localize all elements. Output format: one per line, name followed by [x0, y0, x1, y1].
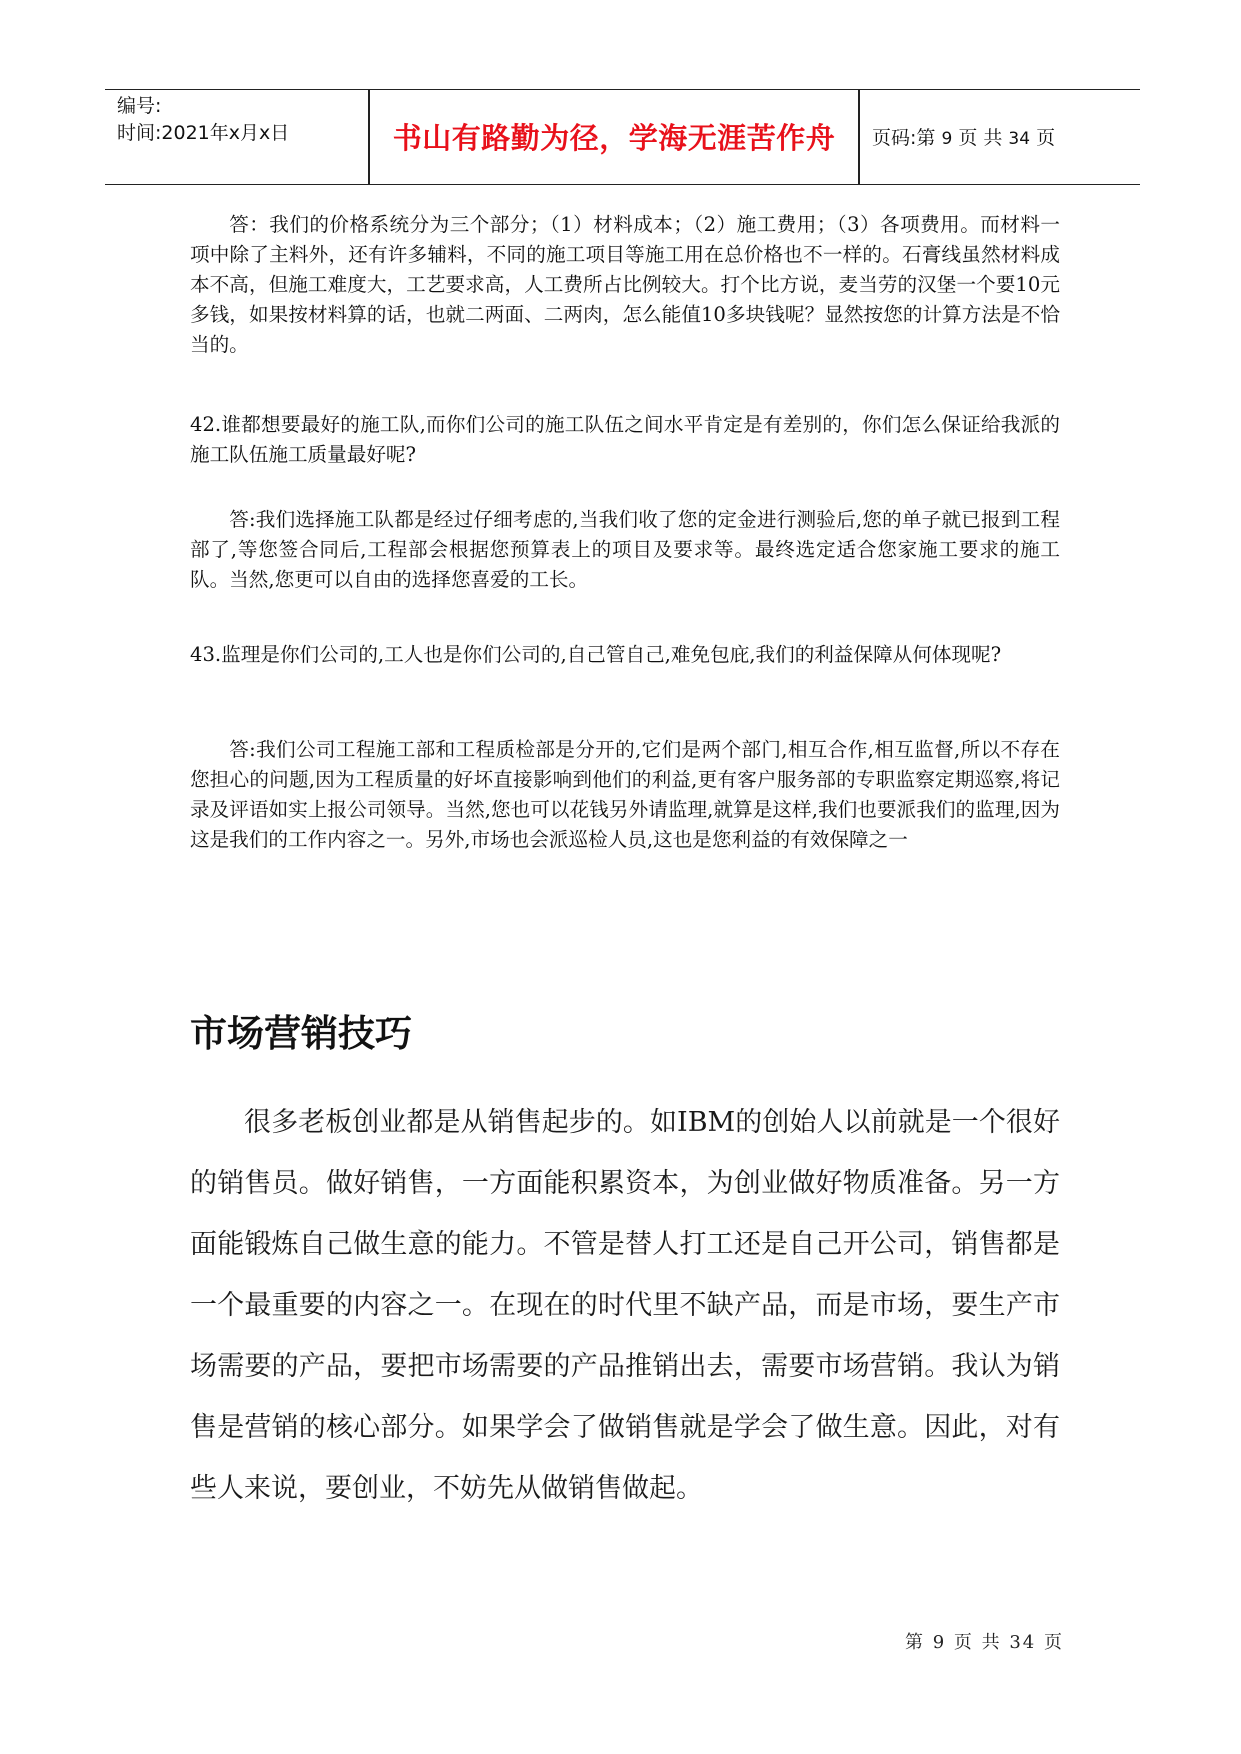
header-divider — [858, 90, 860, 184]
answer-42-paragraph: 答:我们选择施工队都是经过仔细考虑的,当我们收了您的定金进行测验后,您的单子就已报到工程部了,等您签合同后,工程部会根据您预算表上的项目及要求等。最终选定适合您家施工要求的施工队。当然,您更可以自由的选择您喜爱的工长。 — [190, 508, 1060, 591]
answer-43-paragraph: 答:我们公司工程施工部和工程质检部是分开的,它们是两个部门,相互合作,相互监督,所以不存在您担心的问题,因为工程质量的好坏直接影响到他们的利益,更有客户服务部的专职监察定期巡察,将记录及评语如实上报公司领导。当然,您也可以花钱另外请监理,就算是这样,我们也要派我们的监理,因为这是我们的工作内容之一。另外,市场也会派巡检人员,这也是您利益的有效保障之一 — [190, 738, 1060, 851]
document-date-label: 时间:2021年x月x日 — [117, 122, 290, 144]
section-body-paragraph: 很多老板创业都是从销售起步的。如IBM的创始人以前就是一个很好的销售员。做好销售，一方面能积累资本，为创业做好物质准备。另一方面能锻炼自己做生意的能力。不管是替人打工还是自己开公司，销售都是一个最重要的内容之一。在现在的时代里不缺产品，而是市场，要生产市场需要的产品，要把市场需要的产品推销出去，需要市场营销。我认为销售是营销的核心部分。如果学会了做销售就是学会了做生意。因此，对有些人来说，要创业，不妨先从做销售做起。 — [190, 1107, 1060, 1504]
header-left-cell — [117, 93, 289, 147]
question-43-paragraph: 43.监理是你们公司的,工人也是你们公司的,自己管自己,难免包庇,我们的利益保障从何体现呢? — [190, 643, 1002, 666]
page-middle: 页 共 — [958, 127, 1003, 149]
question-42-paragraph: 42.谁都想要最好的施工队,而你们公司的施工队伍之间水平肯定是有差别的，你们怎么保证给我派的施工队伍施工质量最好呢? — [190, 413, 1060, 466]
page-footer: 第 9 页 共 34 页 — [905, 1632, 1064, 1653]
section-title: 市场营销技巧 — [190, 1012, 412, 1055]
page-prefix: 页码:第 — [872, 127, 936, 149]
answer-41-paragraph: 答：我们的价格系统分为三个部分；（1）材料成本；（2）施工费用；（3）各项费用。而材料一项中除了主料外，还有许多辅料，不同的施工项目等施工用在总价格也不一样的。石膏线虽然材料成本不高，但施工难度大，工艺要求高，人工费所占比例较大。打个比方说，麦当劳的汉堡一个要10元多钱，如果按材料算的话，也就二两面、二两肉，怎么能值10多块钱呢？显然按您的计算方法是不恰当的。 — [190, 213, 1060, 356]
header-motto: 书山有路勤为径，学海无涯苦作舟 — [392, 121, 836, 155]
document-number-label: 编号: — [117, 95, 162, 117]
page-number: 9 — [941, 129, 953, 149]
header-page-indicator — [872, 123, 1055, 150]
page-header — [105, 89, 1140, 185]
page-suffix: 页 — [1036, 127, 1056, 149]
page-total: 34 — [1008, 129, 1031, 149]
